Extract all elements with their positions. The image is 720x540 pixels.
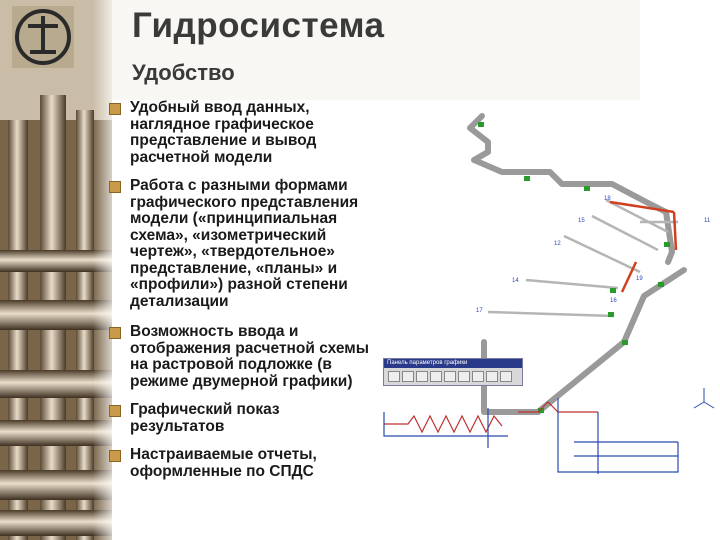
toolbar-tool-icon[interactable] [486,371,498,382]
bullet-text: Графический показ результатов [130,401,280,435]
node-label: 11 [704,218,711,224]
toolbar-tool-icon[interactable] [430,371,442,382]
node-label: 14 [512,278,519,284]
bullet-square-icon [109,450,121,462]
node-label: 15 [578,218,585,224]
isometric-pipe-drawing [378,112,720,490]
toolbar-tool-icon[interactable] [416,371,428,382]
slide-subtitle: Удобство [132,60,235,85]
bullet-square-icon [109,103,121,115]
toolbar-tool-icon[interactable] [388,371,400,382]
bullet-item [108,178,378,310]
graphics-parameters-toolbar [383,358,523,386]
node-label: 17 [476,308,483,314]
company-logo [12,6,74,68]
bullet-item [108,100,378,166]
bullet-item [108,324,378,390]
bullet-text: Удобный ввод данных, наглядное графическое представление и вывод расчетной модели [130,99,317,166]
node-label: 12 [554,241,561,247]
slide-title: Гидросистема [132,6,385,45]
bullet-square-icon [109,405,121,417]
toolbar-tool-icon[interactable] [500,371,512,382]
bullet-text: Настраиваемые отчеты, оформленные по СПДС [130,446,317,480]
node-label: 19 [636,276,643,282]
toolbar-tool-icon[interactable] [458,371,470,382]
toolbar-title: Панель параметров графики [384,359,522,368]
toolbar-tool-icon[interactable] [444,371,456,382]
bullet-item [108,402,378,435]
bullet-text: Работа с разными формами графического представления модели («принципиальная схема», «изометрический чертеж», «твердотельное» представление, «планы» и «профили») разной степени детализации [130,177,359,310]
bullet-text: Возможность ввода и отображения расчетной схемы на растровой подложке (в режиме двумерной графики) [130,323,369,390]
bullet-square-icon [109,181,121,193]
bullet-square-icon [109,327,121,339]
node-label: 16 [610,298,617,304]
bullet-item [108,447,378,480]
toolbar-tool-icon[interactable] [472,371,484,382]
node-label: 18 [604,196,611,202]
bullet-list [108,96,378,480]
toolbar-tool-icon[interactable] [402,371,414,382]
